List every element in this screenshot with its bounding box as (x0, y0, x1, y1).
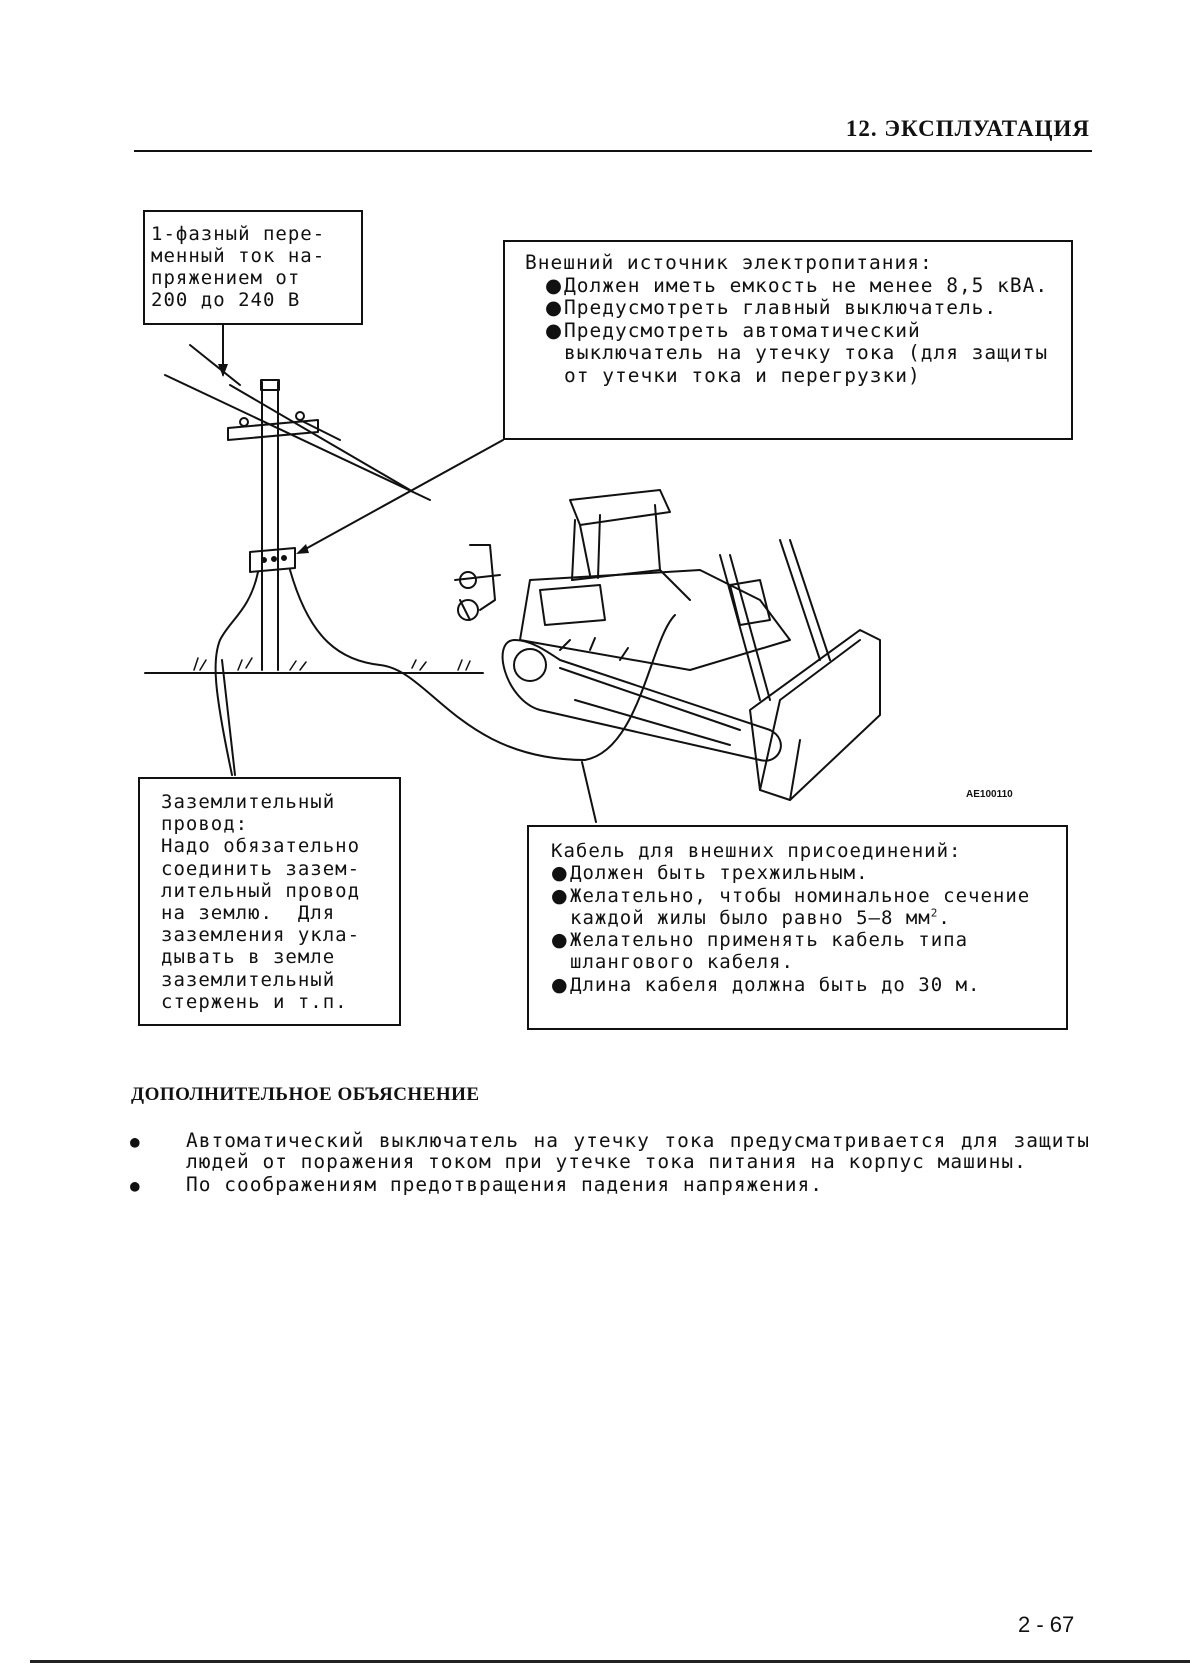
list-item (551, 885, 1058, 930)
bottom-rule (30, 1660, 1190, 1663)
list-item (551, 862, 1058, 884)
unit-suffix: . (938, 906, 951, 929)
ground-wire-line: соединить зазем- (161, 857, 361, 880)
list-item-text: Длина кабеля должна быть до 30 м. (570, 973, 981, 996)
bullet-icon: ● (551, 973, 569, 996)
list-item-text: По соображениям предотвращения падения напряжения. (186, 1173, 823, 1196)
power-supply-callout (143, 210, 363, 325)
cable-callout (527, 825, 1068, 1030)
list-item (525, 320, 1057, 388)
section-title: 12. ЭКСПЛУАТАЦИЯ (845, 116, 1090, 141)
bullet-icon: ● (551, 862, 569, 885)
bullet-icon: ● (545, 273, 564, 297)
list-item-text: Должен иметь емкость не менее 8,5 кВА. (564, 273, 1049, 297)
arrow-head-source (296, 544, 309, 554)
power-supply-line: 200 до 240 В (151, 289, 301, 311)
leader-line-source (300, 440, 503, 552)
bullet-icon: ● (130, 1176, 141, 1195)
ground-wire-line: на землю. Для (161, 902, 336, 925)
list-item-text-with-unit (570, 885, 1058, 930)
ground-wire-line: заземлительный (161, 968, 336, 991)
additional-explanation-heading: ДОПОЛНИТЕЛЬНОЕ ОБЪЯСНЕНИЕ (131, 1084, 480, 1105)
list-item-text: Желательно применять кабель типа шлангового кабеля. (570, 929, 969, 974)
bullet-icon: ● (545, 296, 564, 319)
ground-wire-callout (138, 777, 401, 1026)
bullet-icon: ● (551, 929, 569, 952)
list-item-text: Предусмотреть автоматический выключатель на утечку тока (для защиты от утечки тока и перегрузки) (564, 318, 1049, 387)
list-item-text: Предусмотреть главный выключатель. (564, 296, 998, 319)
additional-explanation-list (130, 1130, 1090, 1198)
figure-reference: AE100110 (966, 789, 1013, 800)
list-item-text: Желательно, чтобы номинальное сечение каждой жилы было равно 5—8 мм (570, 884, 1031, 929)
list-item (525, 275, 1057, 298)
list-item (130, 1130, 1090, 1172)
power-supply-line: 1-фазный пере- (151, 223, 326, 245)
ground-wire-line: провод: (161, 813, 249, 836)
list-item-text: Автоматический выключатель на утечку тока предусматривается для защиты людей от поражения током при утечке тока питания на корпус машины. (186, 1129, 1090, 1173)
cable-title: Кабель для внешних присоединений: (551, 840, 962, 862)
bulldozer (455, 490, 880, 800)
list-item (551, 929, 1058, 974)
utility-pole (228, 380, 318, 670)
external-source-title: Внешний источник электропитания: (525, 251, 933, 274)
ground-wire-line: Надо обязательно (161, 835, 361, 858)
ground-wire-line: дывать в земле (161, 946, 336, 969)
list-item (130, 1174, 1090, 1196)
list-item-text: Должен быть трехжильным. (570, 862, 869, 885)
power-supply-line: пряжением от (151, 267, 301, 289)
unit-superscript: 2 (930, 906, 939, 920)
leader-line-cable (582, 762, 596, 822)
list-item (525, 297, 1057, 320)
grass (194, 658, 470, 670)
ground-wire-line: заземления укла- (161, 924, 361, 947)
bullet-icon: ● (545, 318, 564, 342)
ground-wire-line: лительный провод (161, 879, 361, 902)
page-number: 2 - 67 (1018, 1612, 1075, 1637)
bullet-icon: ● (130, 1132, 141, 1151)
power-cable (290, 570, 675, 760)
bullet-icon: ● (551, 884, 569, 907)
ground-wire-line: Заземлительный (161, 791, 336, 813)
ground-wire-line: стержень и т.п. (161, 990, 348, 1013)
power-supply-line: менный ток на- (151, 245, 326, 267)
external-source-callout (503, 240, 1073, 440)
list-item (551, 974, 1058, 996)
